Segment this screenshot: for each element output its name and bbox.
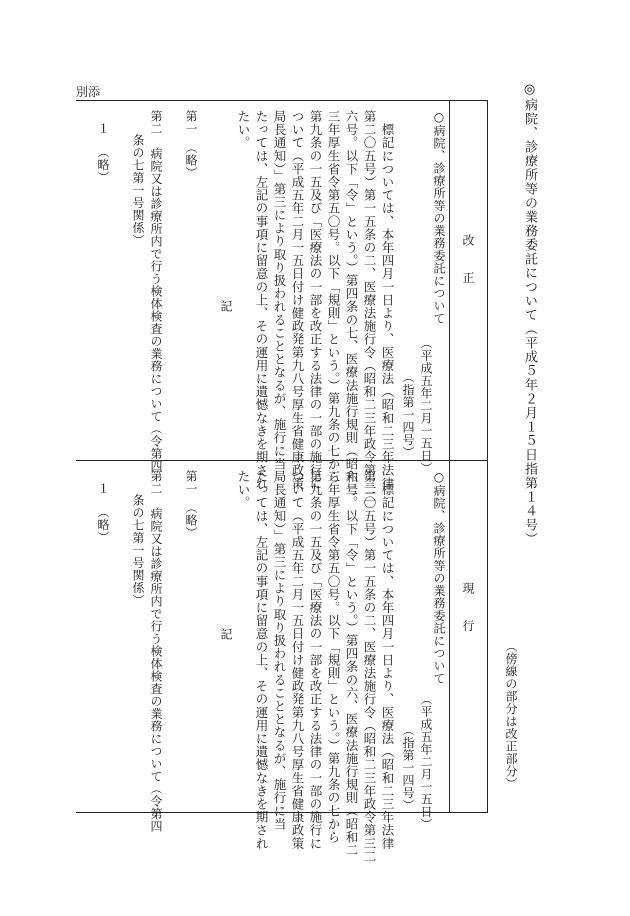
revised-body-line: 局長通知）」第三により取り扱われることとなるが、施行に当 — [272, 110, 287, 471]
current-body-line: ついて（平成五年二月一五日付け健政発第九八号厚生省健康政策 — [290, 470, 305, 850]
revised-body-line: たっては、左記の事項に留意の上、その運用に遺憾なきを期され — [254, 110, 269, 490]
current-number: （指第一四号） — [401, 724, 415, 812]
revised-body-line: ついて（平成五年二月一五日付け健政発第九八号厚生省健康政策 — [290, 110, 305, 490]
revised-body-line: 六号。以下「令」という。）第四条の七、医療法施行規則（昭和二 — [344, 110, 359, 497]
header-row-divider — [449, 100, 450, 813]
header-revised: 改 正 — [461, 234, 475, 284]
current-body-line: 六号。以下「令」という。）第四条の六、医療法施行規則（昭和二 — [344, 470, 359, 857]
current-item1: 第一 （略） — [184, 470, 198, 539]
current-body-line: 標記については、本年四月一日より、医療法（昭和二三年法律 — [380, 470, 395, 850]
revised-body-line: 三年厚生省令第五〇号。以下「規則」という。）第九条の七から — [326, 110, 341, 484]
revised-body-line: 第九条の一五及び「医療法の一部を改正する法律の一部の施行に — [308, 110, 323, 490]
revised-sub1-text: （略） — [96, 146, 110, 184]
revised-heading: ○病院、診療所等の業務委託について — [432, 110, 446, 325]
current-sub1-text: （略） — [96, 506, 110, 544]
current-item2-cont: 条の七第一号関係） — [131, 494, 145, 607]
revised-body — [234, 110, 396, 503]
document-title: ◎病院、診療所等の業務委託について（平成５年２月１５日指第１４号） — [522, 82, 537, 546]
current-body — [234, 470, 396, 863]
header-current: 現 行 — [461, 582, 475, 632]
current-body-line: 局長通知）」第三により取り扱われることとなるが、施行に当 — [272, 470, 287, 831]
current-date: （平成五年二月一五日） — [419, 693, 433, 831]
current-body-line: 第二〇五号）第一五条の二、医療法施行令（昭和二三年政令第三二 — [362, 470, 377, 863]
revised-number: （指第一四号） — [401, 371, 415, 459]
current-ki: 記 — [219, 628, 233, 641]
revised-item2-cont: 条の七第一号関係） — [131, 134, 145, 247]
revised-body-line: 標記については、本年四月一日より、医療法（昭和二三年法律 — [380, 110, 395, 490]
table-top-border — [76, 100, 488, 101]
revised-body-line: 第二〇五号）第一五条の二、医療法施行令（昭和二三年政令第三二 — [362, 110, 377, 503]
current-item2: 第二 病院又は診療所内で行う検体検査の業務について（令第四 — [149, 470, 163, 833]
revised-date: （平成五年二月一五日） — [419, 337, 433, 475]
attachment-label: 別添 — [76, 85, 101, 99]
revised-item1: 第一 （略） — [184, 110, 198, 179]
current-body-line: 三年厚生省令第五〇号。以下「規則」という。）第九条の七から — [326, 470, 341, 844]
current-body-line: たい。 — [236, 470, 251, 510]
revision-note: （傍線の部分は改正部分） — [504, 640, 518, 790]
current-heading: ○病院、診療所等の業務委託について — [432, 470, 446, 685]
revised-sub1-num: １ — [96, 122, 110, 135]
revised-body-line: たい。 — [236, 110, 251, 150]
table-right-border — [487, 100, 488, 813]
revised-item2: 第二 病院又は診療所内で行う検体検査の業務について（令第四 — [149, 110, 163, 473]
current-sub1-num: １ — [96, 482, 110, 495]
revised-ki: 記 — [219, 300, 233, 313]
current-body-line: 第九条の一五及び「医療法の一部を改正する法律の一部の施行に — [308, 470, 323, 850]
current-body-line: たっては、左記の事項に留意の上、その運用に遺憾なきを期され — [254, 470, 269, 850]
